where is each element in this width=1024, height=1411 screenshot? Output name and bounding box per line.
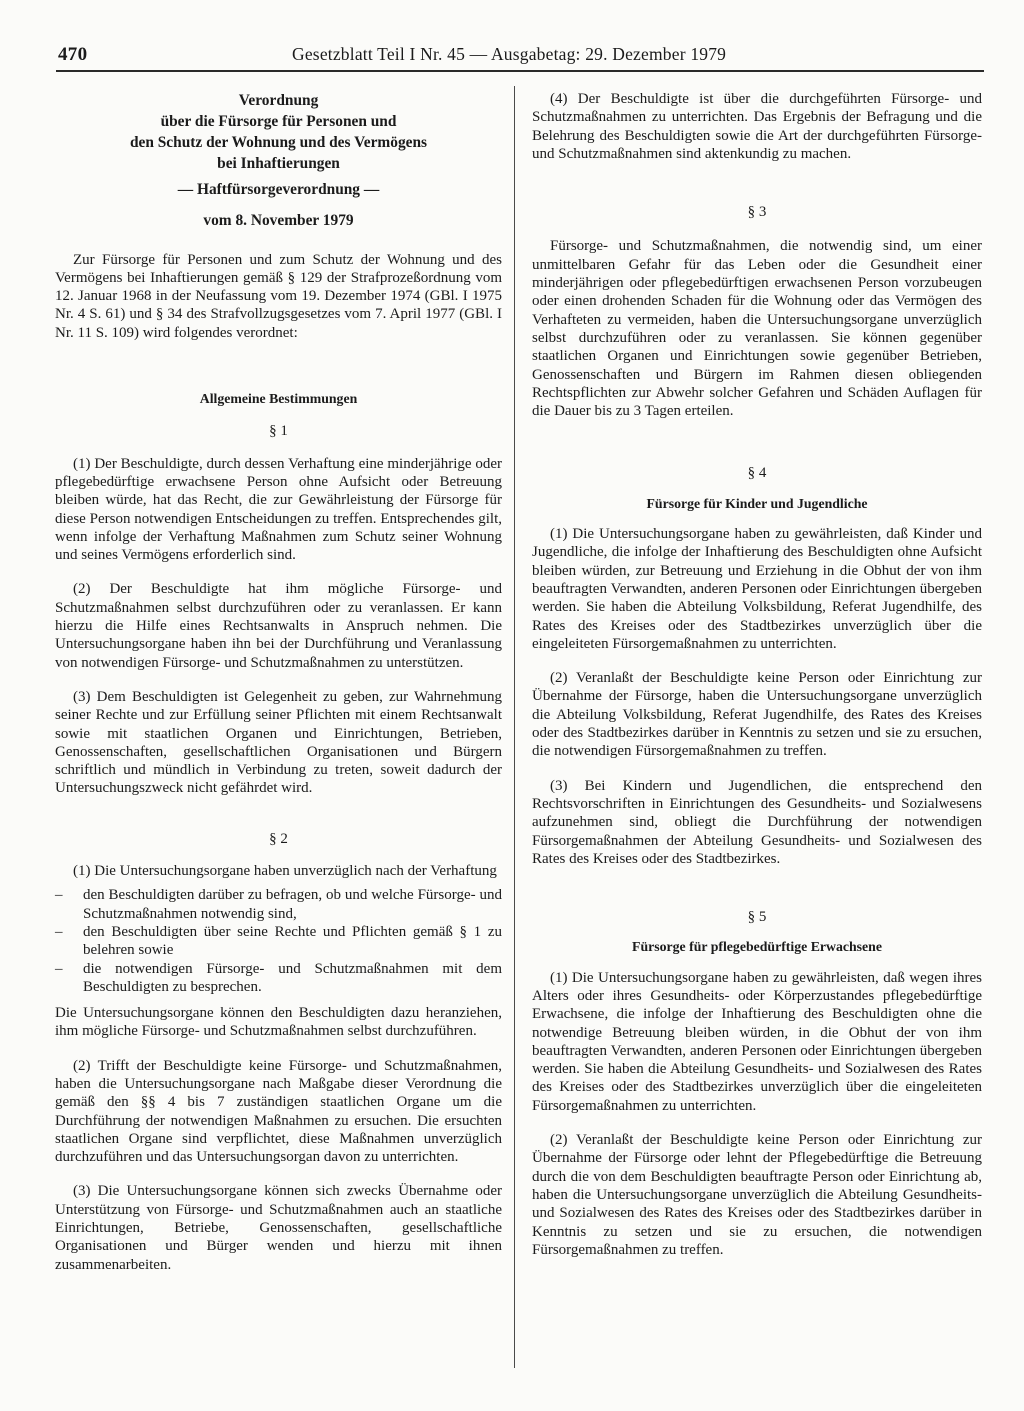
s4-paragraph-3: (3) Bei Kindern und Jugendlichen, die entsprechend den Rechtsvorschriften in Einrichtungen des Gesundheits- und Sozialwesens aufzunehmen sind, obliegt die Durchführung der notwendigen Fürsorgemaßnahmen der Abteilung Gesundheits- und Sozialwesen des Rates des Kreises oder des Stadtbezirkes.	[532, 777, 982, 867]
s4-paragraph-1: (1) Die Untersuchungsorgane haben zu gewährleisten, daß Kinder und Jugendliche, die infolge der Inhaftierung des Beschuldigten ohne Aufsicht bleiben würden, zur Betreuung und Erziehung in die Obhut der von ihm beauftragten Verwandten, anderen Personen oder Einrichtungen übergeben werden. Sie haben die Abteilung Volksbildung, Referat Jugendhilfe, des Rates des Kreises oder des Stadtbezirkes unverzüglich über die eingeleiteten Fürsorgemaßnahmen zu unterrichten.	[532, 526, 982, 652]
running-head: Gesetzblatt Teil I Nr. 45 — Ausgabetag: 29. Dezember 1979	[292, 44, 727, 64]
section-mark-3: § 3	[747, 204, 767, 221]
decree-title-line: den Schutz der Wohnung und des Vermögens	[129, 134, 428, 151]
page-number: 470	[58, 44, 88, 65]
s2-paragraph-4: (4) Der Beschuldigte ist über die durchgeführten Fürsorge- und Schutzmaßnahmen zu unterrichten. Das Ergebnis der Befragung und die Belehrung des Beschuldigten sowie die Art der durchgeführten Fürsorge- und Schutzmaßnahmen sind aktenkundig zu machen.	[532, 91, 982, 162]
s5-paragraph-1: (1) Die Untersuchungsorgane haben zu gewährleisten, daß wegen ihres Alters oder ihres Gesundheits- oder Körperzustandes pflegebedürftige Erwachsene, die infolge der Inhaftierung des Beschuldigten ohne die notwendige Betreuung bleiben würden, in die Obhut der von ihm beauftragten Verwandten, anderen Personen oder Einrichtungen übergeben werden. Sie haben die Abteilung Gesundheits- und Sozialwesen des Rates des Kreises oder des Stadtbezirkes unverzüglich über die eingeleiteten Fürsorgemaßnahmen zu unterrichten.	[532, 969, 982, 1114]
section-mark-1: § 1	[269, 423, 288, 440]
decree-date: vom 8. November 1979	[203, 212, 354, 230]
decree-title-line: Verordnung	[238, 92, 319, 109]
decree-title-line: über die Fürsorge für Personen und	[160, 113, 397, 130]
s4-paragraph-2: (2) Veranlaßt der Beschuldigte keine Person oder Einrichtung zur Übernahme der Fürsorge, haben die Untersuchungsorgane unverzüglich die Abteilung Volksbildung, Referat Jugendhilfe, des Rates des Kreises oder des Stadtbezirkes darüber in Kenntnis zu setzen und sie zu ersuchen, die notwendigen Fürsorgemaßnahmen zu treffen.	[532, 670, 982, 760]
s3-paragraph-1: Fürsorge- und Schutzmaßnahmen, die notwendig sind, um einer unmittelbaren Gefahr für das Leben oder die Gesundheit einer minderjährigen oder pflegebedürftigen erwachsenen Person vorzubeugen oder einen drohenden Schaden für die Wohnung oder das Vermögen des Verhafteten zu vermeiden, haben die Untersuchungsorgane unverzüglich selbst durchzuführen oder zu veranlassen. Sie können gegenüber staatlichen Organen und Einrichtungen sowie gegenüber Betrieben, Genossenschaften und Bürgern im Rahmen diesen obliegenden Rechtspflichten zur Abwehr solcher Gefahren und Schäden Auflagen für die Dauer bis zu 3 Tagen erteilen.	[532, 238, 982, 420]
right-column	[532, 90, 982, 1259]
s2-paragraph-1-outro: Die Untersuchungsorgane können den Beschuldigten dazu heranziehen, ihm mögliche Fürsorge- und Schutzmaßnahmen selbst durchzuführen.	[55, 1005, 502, 1040]
s1-paragraph-2: (2) Der Beschuldigte hat ihm mögliche Fürsorge- und Schutzmaßnahmen selbst durchzuführen oder zu veranlassen. Er kann hierzu die Hilfe eines Rechtsanwalts in Anspruch nehmen. Die Untersuchungsorgane haben ihn bei der Durchführung und Veranlassung von notwendigen Fürsorge- und Schutzmaßnahmen zu unterstützen.	[55, 581, 502, 671]
s5-paragraph-2: (2) Veranlaßt der Beschuldigte keine Person oder Einrichtung zur Übernahme der Fürsorge oder lehnt der Pflegebedürftige die Betreuung durch die von dem Beschuldigten beauftragte Person oder Einrichtung ab, haben die Untersuchungsorgane unverzüglich die Abteilung Gesundheits- und Sozialwesen des Rates des Kreises oder des Stadtbezirkes darüber in Kenntnis zu setzen und sie zu ersuchen, die notwendigen Fürsorgemaßnahmen zu treffen.	[532, 1132, 982, 1258]
decree-title-line: bei Inhaftierungen	[217, 155, 340, 172]
s1-paragraph-3: (3) Dem Beschuldigten ist Gelegenheit zu geben, zur Wahrnehmung seiner Rechte und zur Erfüllung seiner Pflichten mit einem Rechtsanwalt sowie mit staatlichen Organen und Einrichtungen, Betrieben, Genossenschaften, gesellschaftlichen Organisationen und Bürgern schriftlich und mündlich in Verbindung zu treten, soweit dadurch der Untersuchungszweck nicht gefährdet wird.	[55, 688, 502, 797]
decree-short-title: — Haftfürsorgeverordnung —	[177, 181, 380, 198]
section-heading-general: Allgemeine Bestimmungen	[199, 391, 358, 407]
s1-paragraph-1: (1) Der Beschuldigte, durch dessen Verhaftung eine minderjährige oder pflegebedürftige erwachsene Person ohne Aufsicht oder Betreuung bleiben würde, hat das Recht, die zur Gewährleistung der Fürsorge für diese Person notwendigen Entscheidungen zu treffen. Entsprechendes gilt, wenn infolge der Verhaftung Maßnahmen zum Schutz seiner Wohnung und seines Vermögens erforderlich sind.	[55, 455, 502, 564]
column-rule	[514, 86, 515, 1368]
section-mark-4: § 4	[747, 465, 767, 482]
section-heading-4: Fürsorge für Kinder und Jugendliche	[646, 495, 868, 511]
section-mark-2: § 2	[269, 830, 288, 847]
s2-paragraph-1-intro: (1) Die Untersuchungsorgane haben unverzüglich nach der Verhaftung	[73, 863, 497, 880]
s2-paragraph-2: (2) Trifft der Beschuldigte keine Fürsorge- und Schutzmaßnahmen, haben die Untersuchungsorgane nach Maßgabe dieser Verordnung die gemäß den §§ 4 bis 7 zuständigen staatlichen Organe um die Durchführung der notwendigen Maßnahmen zu ersuchen. Die ersuchten staatlichen Organe sind verpflichtet, diese Maßnahmen unverzüglich durchzuführen und das Untersuchungsorgan davon zu unterrichten.	[55, 1057, 502, 1166]
section-mark-5: § 5	[747, 909, 767, 926]
list-item: – den Beschuldigten über seine Rechte und Pflichten gemäß § 1 zu belehren sowie	[55, 923, 502, 960]
decree-title	[55, 90, 502, 174]
s2-paragraph-3: (3) Die Untersuchungsorgane können sich zwecks Übernahme oder Unterstützung von Fürsorge- und Schutzmaßnahmen auch an staatliche Einrichtungen, Betriebe, Genossenschaften, gesellschaftliche Organisationen und Bürger wenden und hierzu mit ihnen zusammenarbeiten.	[55, 1183, 502, 1273]
section-heading-5: Fürsorge für pflegebedürftige Erwachsene	[632, 939, 882, 955]
left-column	[55, 90, 502, 1274]
header-rule	[56, 70, 984, 72]
list-item: – die notwendigen Fürsorge- und Schutzmaßnahmen mit dem Beschuldigten zu besprechen.	[55, 960, 502, 997]
s2-duties-list	[55, 886, 502, 996]
list-item: – den Beschuldigten darüber zu befragen, ob und welche Fürsorge- und Schutzmaßnahmen notwendig sind,	[55, 886, 502, 923]
preamble: Zur Fürsorge für Personen und zum Schutz der Wohnung und des Vermögens bei Inhaftierungen gemäß § 129 der Strafprozeßordnung vom 12. Januar 1968 in der Neufassung vom 19. Dezember 1974 (GBl. I 1975 Nr. 4 S. 61) und § 34 des Strafvollzugsgesetzes vom 7. April 1977 (GBl. I Nr. 11 S. 109) wird folgendes verordnet:	[55, 251, 502, 341]
